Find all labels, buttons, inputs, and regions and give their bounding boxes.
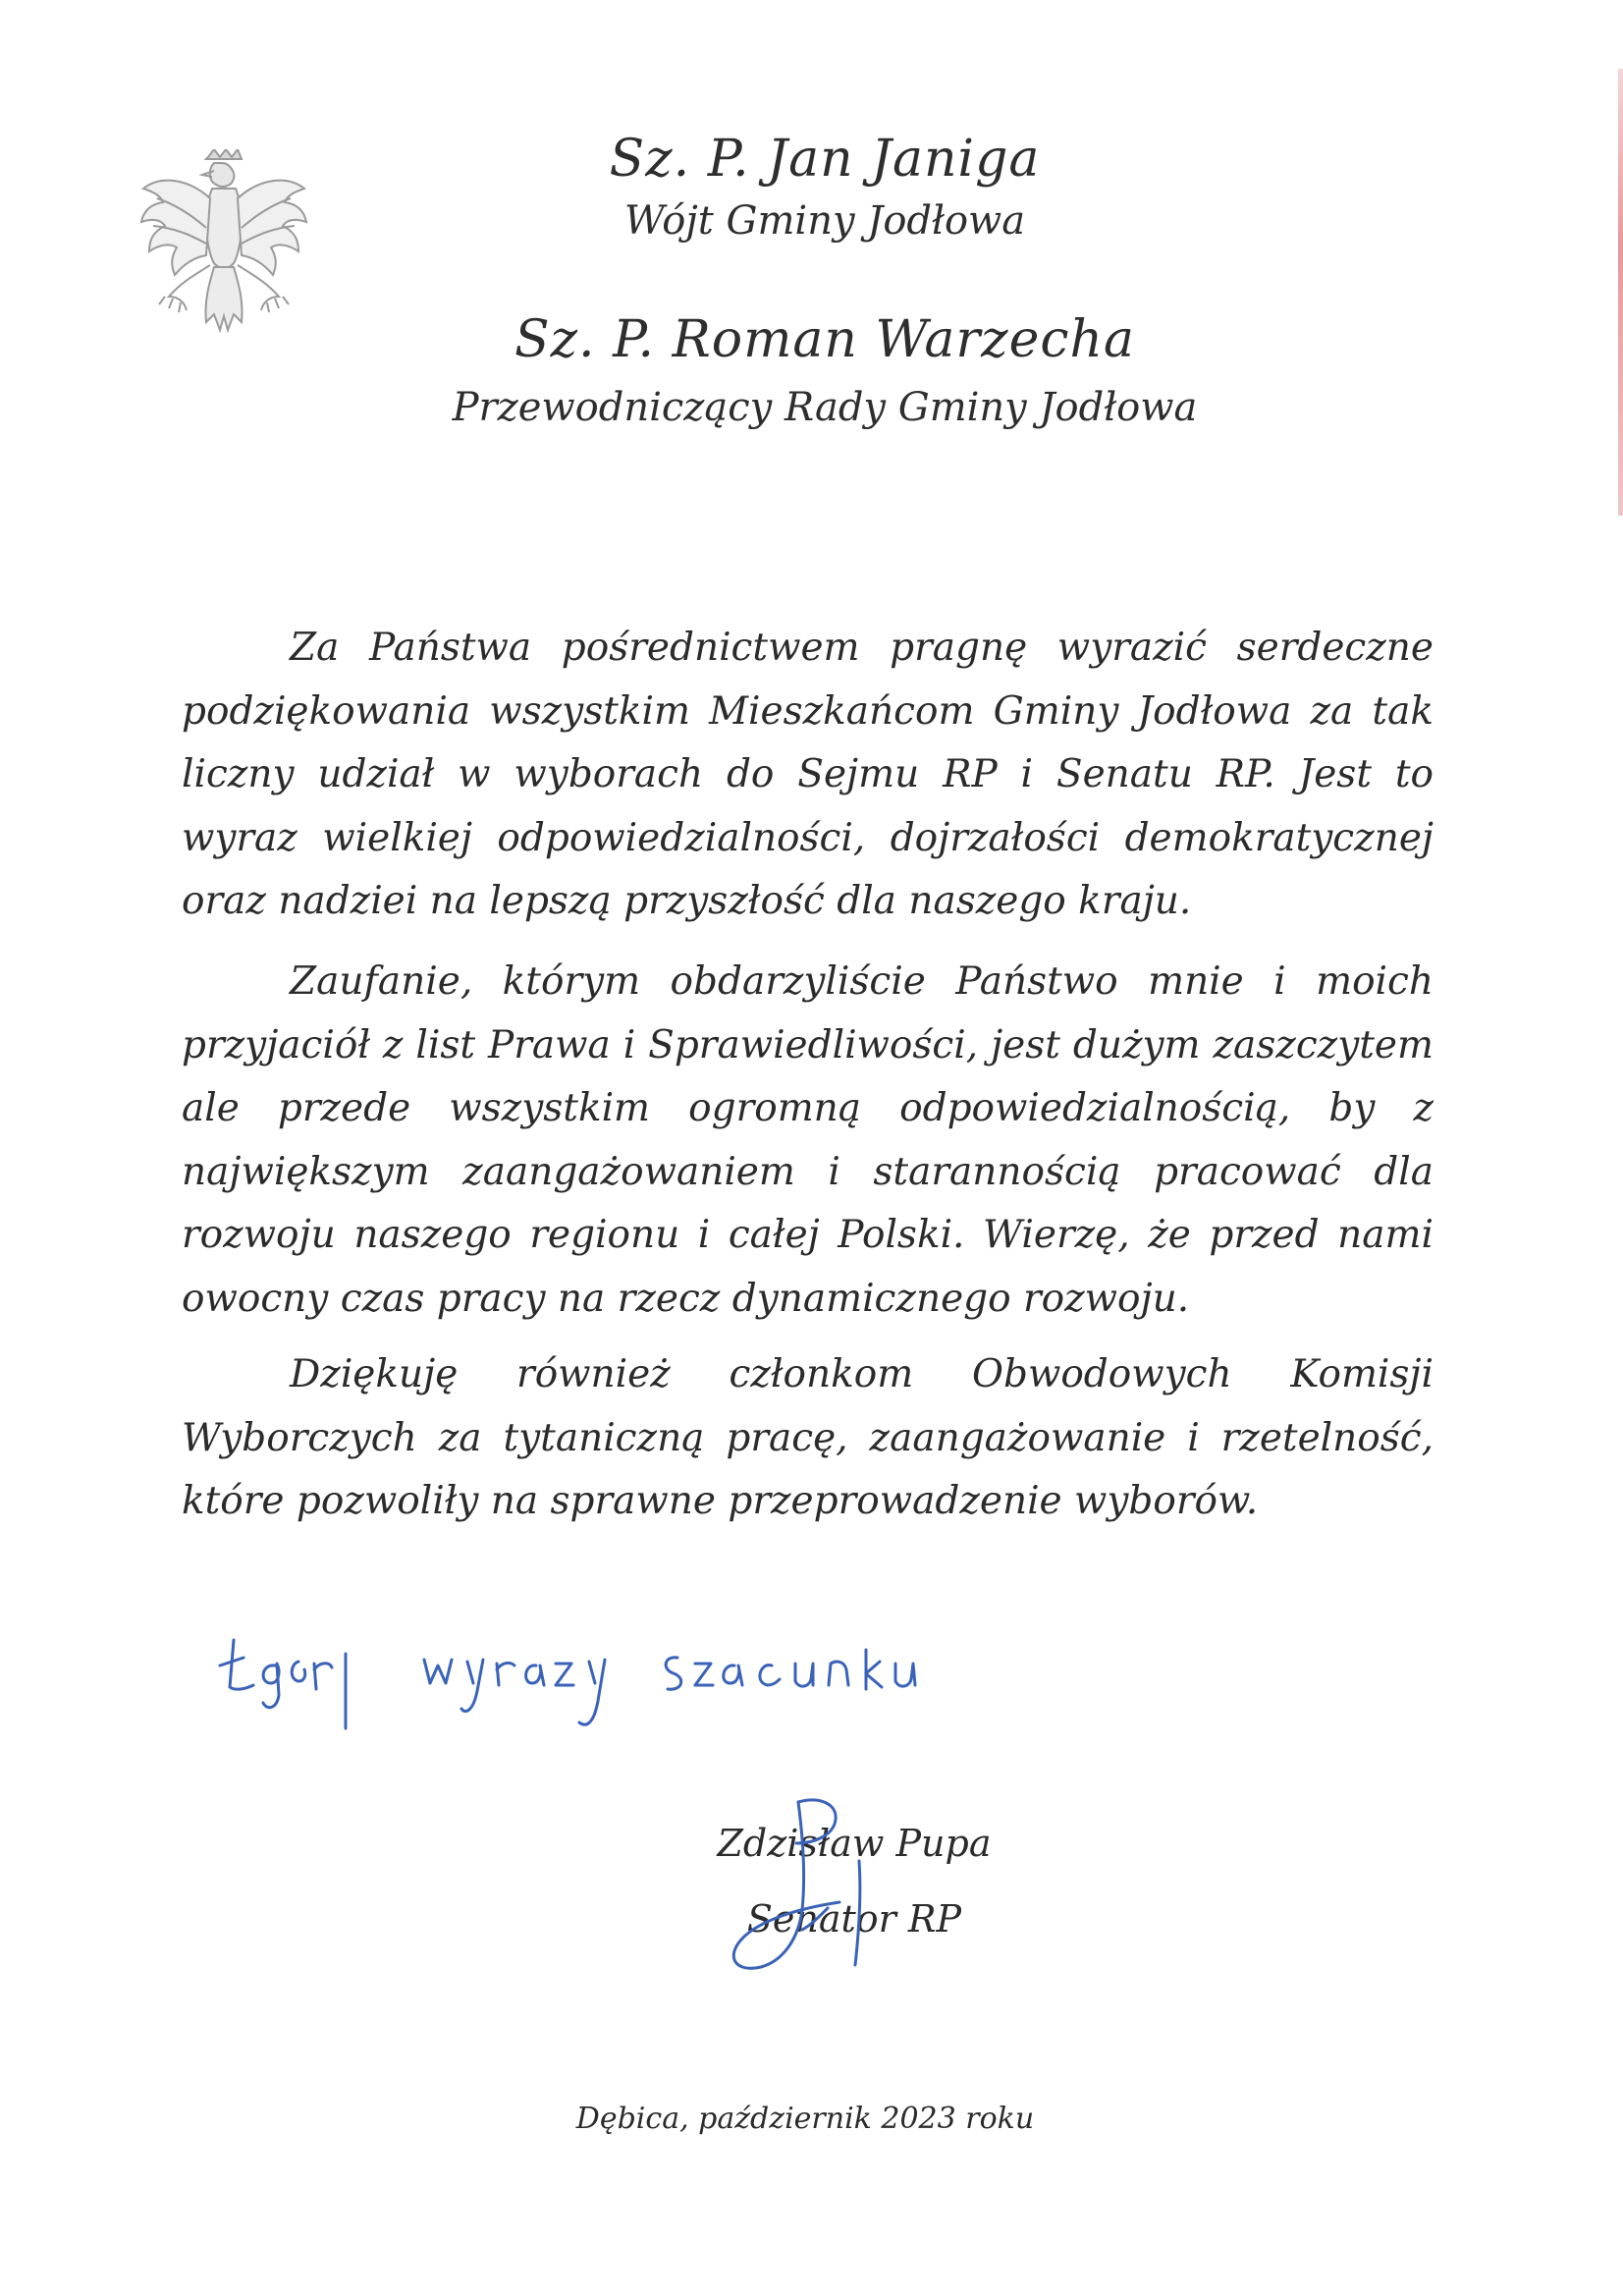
place-and-date: Dębica, październik 2023 roku xyxy=(575,2102,1035,2136)
handwritten-signature xyxy=(712,1792,938,1984)
addressee-2-role: Przewodniczący Rady Gminy Jodłowa xyxy=(452,385,1198,430)
addressee-1-role: Wójt Gminy Jodłowa xyxy=(623,198,1026,244)
letter-paragraph-3: Dziękuję również członkom Obwodowych Komisji Wyborczych za tytaniczną pracę, zaangażowanie i rzetelność, które pozwoliły na sprawne przeprowadzenie wyborów. xyxy=(182,1352,1434,1523)
letter-paragraph-2: Zaufanie, którym obdarzyliście Państwo mnie i moich przyjaciół z list Prawa i Sprawiedliwości, jest dużym zaszczytem ale przede wszystkim ogromną odpowiedzialnością, by z największym zaangażowaniem i starannością pracować dla rozwoju naszego regionu i całej Polski. Wierzę, że przed nami owocny czas pracy na rzecz dynamicznego rozwoju. xyxy=(182,959,1434,1321)
addressee-1-name: Sz. P. Jan Janiga xyxy=(609,130,1041,189)
letter-paragraph-1: Za Państwa pośrednictwem pragnę wyrazić serdeczne podziękowania wszystkim Mieszkańcom Gminy Jodłowa za tak liczny udział w wyborach do Sejmu RP i Senatu RP. Jest to wyraz wielkiej odpowiedzialności, dojrzałości demokratycznej oraz nadziei na lepszą przyszłość dla naszego kraju. xyxy=(182,626,1434,923)
signatory-name: Zdzisław Pupa xyxy=(717,1822,992,1865)
addressee-2-name: Sz. P. Roman Warzecha xyxy=(514,310,1135,369)
page-edge-stripe xyxy=(1618,69,1623,516)
signatory-title: Senator RP xyxy=(746,1897,962,1941)
polish-eagle-emblem-icon xyxy=(135,149,312,354)
handwritten-closing-note xyxy=(216,1601,1021,1738)
